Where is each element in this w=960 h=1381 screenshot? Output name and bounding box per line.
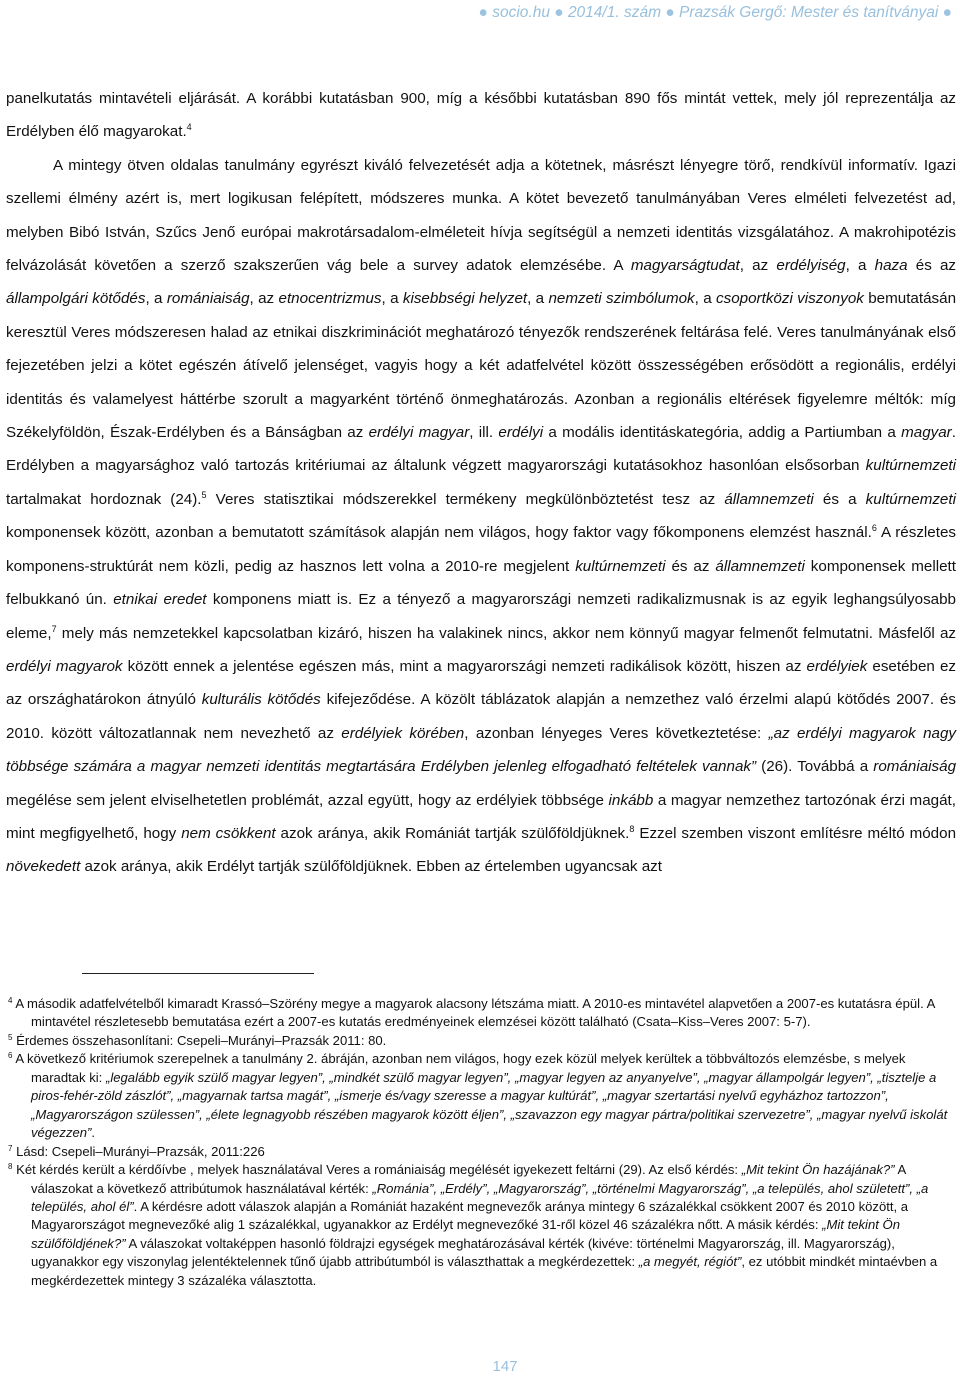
footnote-separator <box>82 973 314 974</box>
footnote-number: 4 <box>8 996 13 1005</box>
text-run: A válaszokat a következő attribútumok használatával kérték: <box>31 1162 906 1196</box>
italic-text: etnocentrizmus <box>278 290 382 308</box>
text-run: A részletes komponens-struktúrát nem közli, pedig az hasznos lett volna a 2010-re megjelent <box>6 524 957 575</box>
italic-text: erdélyiek <box>806 657 868 675</box>
text-run: , ez utóbbit mindkét mintaévben a megkérdezettek mintegy 3 százaléka választotta. <box>31 1254 938 1288</box>
italic-text: inkább <box>608 791 654 809</box>
italic-text: kultúrnemzeti <box>575 557 666 575</box>
text-run: , az <box>249 290 279 308</box>
italic-text: magyarságtudat <box>630 257 740 275</box>
italic-text: „az erdélyi magyarok nagy többsége számára a magyar nemzeti identitás megtartására Erdélyben jelenleg elfogadható feltételek vannak” <box>6 724 956 776</box>
text-run: azok aránya, akik Erdélyt tartják szülőföldjüknek. Ebben az értelemben ugyancsak azt <box>80 858 662 876</box>
text-run: megélése sem jelent elviselhetetlen problémát, azzal együtt, hogy az erdélyiek többsége <box>6 791 609 809</box>
text-run: kifejeződése. A közölt táblázatok alapján a nemzethez való érzelmi alapú kötődés 2007. és 2010. között változatlannak nem nevezhető az <box>6 691 957 742</box>
italic-text: kisebbségi helyzet <box>402 290 528 308</box>
italic-text: erdélyi <box>498 424 544 442</box>
text-run: és az <box>665 557 716 575</box>
text-run: A második adatfelvételből kimaradt Krassó–Szörény megye a magyarok alacsony létszáma miatt. A 2010-es mintavétel alapvetően a 2007-es kutatásra épül. A mintavétel részletesebb bemutatása ezért a 2007-es kutatás eredményeinek elemzései között található (Csata–Kiss–Veres 2007: 5-7). <box>15 996 935 1030</box>
text-run: A mintegy ötven oldalas tanulmány egyrészt kiváló felvezetését adja a kötetnek, másrészt lényegre törő, rendkívül informatív. Igazi szellemi élmény azért is, mert logikusan felépített, módszeres munka. A kötet bevezető tanulmányában Veres elméleti felvezetést ad, melyben Bibó István, Szűcs Jenő európai makrotársadalom-elméleteit hívja segítségül a nemzeti identitás vizsgálatához. A makrohipotézis felvázolását követően a szerző szakszerűen vág bele a survey adatok elemzésébe. A <box>6 156 956 275</box>
text-run: , a <box>694 290 717 308</box>
italic-text: növekedett <box>6 858 81 876</box>
italic-text: „Mit tekint Ön hazájának?” <box>741 1162 895 1178</box>
text-run: komponensek mellett felbukkanó ún. <box>6 557 956 609</box>
text-run: komponensek között, azonban a bemutatott számítások alapján nem világos, hogy faktor vagy főkomponens elemzést használ. <box>6 524 872 542</box>
text-run: a magyar nemzethez tartozónak érzi magát, mint megfigyelhető, hogy <box>6 791 956 842</box>
footnote-number: 8 <box>8 1162 13 1172</box>
italic-text: erdélyi magyarok <box>6 657 123 675</box>
footnote <box>8 1032 956 1050</box>
italic-text: nemzeti szimbólumok <box>548 290 695 308</box>
text-run: , azonban lényeges Veres következtetése: <box>464 724 769 742</box>
text-run: . A kérdésre adott válaszok alapján a Romániát hazaként megnevezők aránya mintegy 6 százalékkal csökkent 2007 és 2010 között, a Magyarországot megnevezőké alig 1 százalékkal, ugyanakkor az Erdélyt megnevezőké 31-ről közel 46 százalékra nőtt. A másik kérdés: <box>31 1198 909 1233</box>
text-run: Két kérdés került a kérdőívbe , melyek használatával Veres a romániaiság megélését igyekezett feltárni (29). Az első kérdés: <box>16 1162 742 1178</box>
text-run: , a <box>845 257 875 275</box>
italic-text: csoportközi viszonyok <box>716 290 864 308</box>
footnote-number: 5 <box>8 1032 13 1042</box>
text-run: , ill. <box>469 424 499 442</box>
text-run: , a <box>381 290 403 308</box>
italic-text: nem csökkent <box>181 824 276 842</box>
footnote-ref: 5 <box>201 489 207 500</box>
text-run: Érdemes összehasonlítani: Csepeli–Murányi–Prazsák 2011: 80. <box>16 1032 387 1048</box>
paragraph <box>6 149 956 884</box>
running-header <box>0 4 952 22</box>
header-site: socio.hu <box>492 4 550 21</box>
text-run: Veres statisztikai módszerekkel termékeny megkülönböztetést tesz az <box>206 490 725 508</box>
text-run: és a <box>813 490 866 508</box>
text-run: mely más nemzetekkel kapcsolatban kizáró, hiszen ha valakinek nincs, akkor nem könnyű magyar felmenőt felmutatni. Másfelől az <box>56 624 956 642</box>
text-run: . <box>91 1125 96 1141</box>
italic-text: „Mit tekint Ön szülőföldjének?” <box>31 1217 900 1251</box>
italic-text: erdélyiek körében <box>341 724 465 742</box>
paragraph <box>6 82 956 149</box>
footnote-ref: 7 <box>51 623 57 634</box>
bullet-icon: ● <box>478 4 488 21</box>
footnote-number: 6 <box>8 1051 13 1061</box>
italic-text: erdélyiség <box>776 257 846 275</box>
italic-text: államnemzeti <box>715 557 805 575</box>
italic-text: kultúrnemzeti <box>865 457 956 475</box>
text-run: tartalmakat hordoznak (24). <box>6 490 202 508</box>
italic-text: kulturális kötődés <box>201 691 321 709</box>
footnote <box>8 995 956 1032</box>
text-run: panelkutatás mintavételi eljárását. A korábbi kutatásban 900, míg a későbbi kutatásban 890 fős mintát vettek, mely jól reprezentálja az Erdélyben élő magyarokat. <box>6 90 956 141</box>
italic-text: kultúrnemzeti <box>865 490 956 508</box>
text-run: (26). Továbbá a <box>756 758 874 776</box>
text-run: , a <box>145 290 167 308</box>
text-run: között ennek a jelentése egészen más, mint a magyarországi nemzeti radikálisok között, hiszen az <box>122 657 807 675</box>
footnote-ref: 4 <box>186 122 192 133</box>
italic-text: állampolgári kötődés <box>6 290 146 308</box>
bullet-icon: ● <box>942 4 952 21</box>
footnote <box>8 1143 956 1161</box>
text-run: , az <box>739 257 777 275</box>
header-issue: 2014/1. szám <box>567 4 661 21</box>
text-run: esetében ez az országhatárokon átnyúló <box>6 657 956 709</box>
bullet-icon: ● <box>554 4 564 21</box>
footnotes <box>6 995 956 1290</box>
text-run: és az <box>907 257 956 275</box>
footnote <box>8 1161 956 1290</box>
text-run: . Erdélyben a magyarsághoz való tartozás kritériumai az általunk végzett magyarországi kutatásokhoz hasonlóan elsősorban <box>6 424 956 475</box>
text-run: a modális identitáskategória, addig a Partiumban a <box>543 424 902 442</box>
italic-text: erdélyi magyar <box>368 424 470 442</box>
bullet-icon: ● <box>665 4 675 21</box>
page-number: 147 <box>492 1358 518 1375</box>
text-run: Ezzel szemben viszont említésre méltó módon <box>634 824 957 842</box>
text-run: Lásd: Csepeli–Murányi–Prazsák, 2011:226 <box>16 1143 265 1159</box>
text-run: azok aránya, akik Romániát tartják szülőföldjüknek. <box>275 824 630 842</box>
footnote-number: 7 <box>8 1143 13 1153</box>
text-run: komponens miatt is. Ez a tényező a magyarországi nemzeti radikalizmusnak is az egyik leghangsúlyosabb eleme, <box>6 591 957 642</box>
text-run: bemutatásán keresztül Veres módszeresen halad az etnikai diszkriminációt meghatározó tényezők rendszerének feltárása felé. Veres tanulmányának első fejezetében jelzi a kötet egészén átívelő jelenséget, vagyis hogy a két adatfelvétel között összességében erősödött a regionális, erdélyi identitás és valamelyest háttérbe szorult a magyarként történő önmeghatározás. Azonban a regionális eltérések figyelemre méltók: míg Székelyföldön, Észak-Erdélyben és a Bánságban az <box>6 290 957 442</box>
body-text <box>6 82 956 884</box>
italic-text: magyar <box>901 424 952 442</box>
italic-text: államnemzeti <box>724 490 814 508</box>
header-article: Prazsák Gergő: Mester és tanítványai <box>679 4 939 21</box>
italic-text: „a megyét, régiót” <box>638 1254 742 1270</box>
italic-text: etnikai eredet <box>113 591 207 609</box>
italic-text: romániaiság <box>166 290 250 308</box>
footnote-ref: 6 <box>871 523 877 534</box>
footnote <box>8 1050 956 1142</box>
italic-text: „Románia”, „Erdély”, „Magyarország”, „történelmi Magyarország”, „a település, ahol született”, „a település, ahol él” <box>31 1180 929 1214</box>
text-run: , a <box>527 290 549 308</box>
italic-text: „legalább egyik szülő magyar legyen”, „mindkét szülő magyar legyen”, „magyar legyen az anyanyelve”, „magyar állampolgár legyen”, „tisztelje a piros-fehér-zöld zászlót”, „magyarnak tartsa magát”, „ismerje és/vagy szeresse a magyar kultúrát”, „magyar szertartási nyelvű egyházhoz tartozzon”, „Magyarországon szülessen”, „élete legnagyobb részében magyarok között éljen”, „szavazzon egy magyar pártra/politikai szervezetre”, „magyar nyelvű iskolát végezzen” <box>31 1069 948 1141</box>
text-run: A következő kritériumok szerepelnek a tanulmány 2. ábráján, azonban nem világos, hogy ezek közül melyek kerültek a többváltozós elemzésbe, s melyek maradtak ki: <box>15 1051 906 1085</box>
italic-text: haza <box>874 257 908 275</box>
footnote-ref: 8 <box>629 823 635 834</box>
text-run: A válaszokat voltaképpen hasonló földrajzi egységek meghatározásával kérték (kivéve: történelmi Magyarország, ill. Magyarország), ugyanakkor egy viszonylag jelentéktelennek tűnő újabb attribútumból is választhattak a megkérdezettek: <box>31 1235 895 1270</box>
italic-text: romániaiság <box>873 758 957 776</box>
